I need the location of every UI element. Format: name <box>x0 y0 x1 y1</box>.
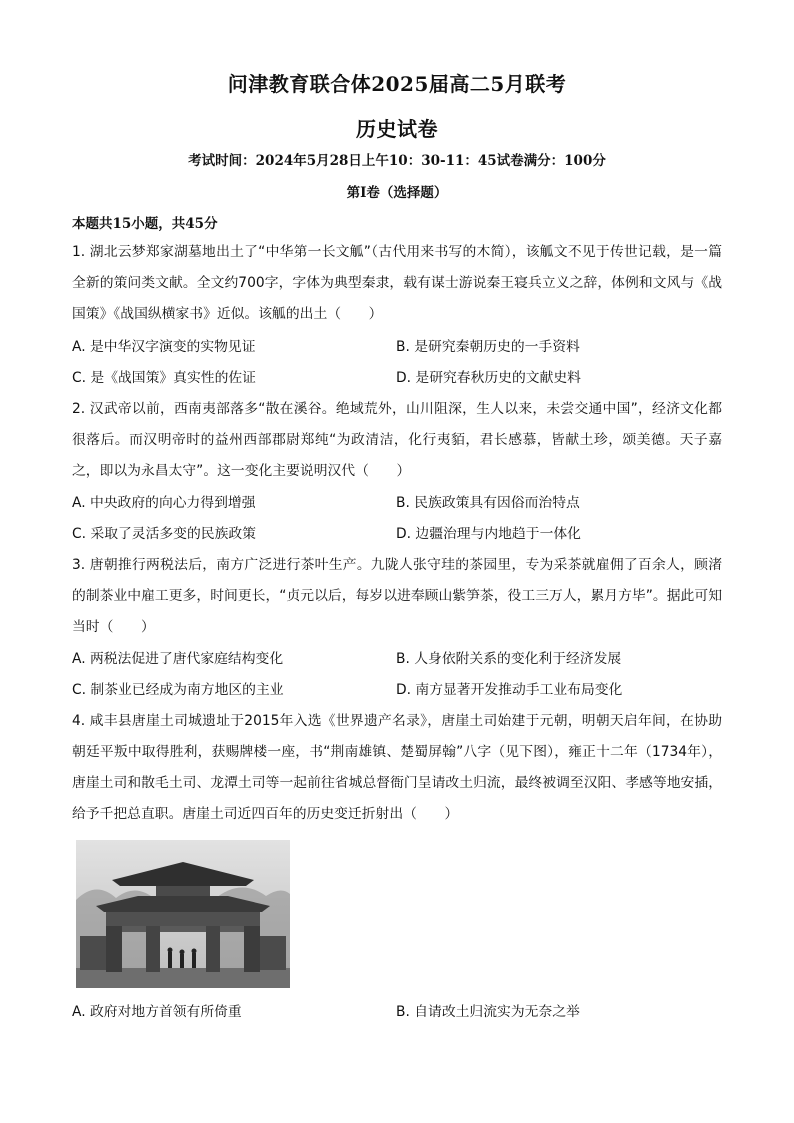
question-3-options-row-1 <box>72 644 722 675</box>
option-b: B. 是研究秦朝历史的一手资料 <box>396 339 580 355</box>
question-4-options-row-1 <box>72 997 722 1028</box>
exam-title: 问津教育联合体2025届高二5月联考 <box>227 72 567 96</box>
option-c: C. 制茶业已经成为南方地区的主业 <box>72 682 284 698</box>
option-a: A. 两税法促进了唐代家庭结构变化 <box>72 651 284 667</box>
question-1-options-row-1 <box>72 332 722 363</box>
section-note: 本题共15小题，共45分 <box>72 216 218 232</box>
option-a: A. 是中华汉字演变的实物见证 <box>72 339 256 355</box>
question-2-options-row-1 <box>72 488 722 519</box>
option-b: B. 自请改土归流实为无奈之举 <box>396 1004 580 1020</box>
option-d: D. 是研究春秋历史的文献史料 <box>396 370 581 386</box>
part-heading: 第Ⅰ卷（选择题） <box>346 185 448 201</box>
question-3-options-row-2 <box>72 675 722 706</box>
question-1-stem: 1. 湖北云梦郑家湖墓地出土了“中华第一长文觚”（古代用来书写的木简），该觚文不见于传世记载，是一篇全新的策问类文献。全文约700字，字体为典型秦隶，载有谋士游说秦王寝兵立义之辞，体例和文风与《战国策》《战国纵横家书》近似。该觚的出土（ ） <box>72 244 722 322</box>
question-1-options-row-2 <box>72 363 722 394</box>
option-c: C. 是《战国策》真实性的佐证 <box>72 370 256 386</box>
question-4-stem: 4. 咸丰县唐崖土司城遗址于2015年入选《世界遗产名录》，唐崖土司始建于元朝，明朝天启年间，在协助朝廷平叛中取得胜利，获赐牌楼一座，书“荆南雄镇、楚蜀屏翰”八字（见下图），雍正十二年（1734年），唐崖土司和散毛土司、龙潭土司等一起前往省城总督衙门呈请改土归流，最终被调至汉阳、孝感等地安插，给予千把总直职。唐崖土司近四百年的历史变迁折射出（ ） <box>72 713 722 822</box>
option-c: C. 采取了灵活多变的民族政策 <box>72 526 256 542</box>
archway-photo <box>76 840 290 988</box>
option-d: D. 边疆治理与内地趋于一体化 <box>396 526 581 542</box>
question-2-stem: 2. 汉武帝以前，西南夷部落多“散在溪谷。绝域荒外，山川阻深，生人以来，未尝交通中国”，经济文化都很落后。而汉明帝时的益州西部郡尉郑纯“为政清洁，化行夷貊，君长感慕，皆献土珍，颂美德。天子嘉之，即以为永昌太守”。这一变化主要说明汉代（ ） <box>72 401 722 479</box>
option-a: A. 中央政府的向心力得到增强 <box>72 495 256 511</box>
option-b: B. 民族政策具有因俗而治特点 <box>396 495 580 511</box>
question-3-stem: 3. 唐朝推行两税法后，南方广泛进行茶叶生产。九陇人张守珪的茶园里，专为采茶就雇佣了百余人，顾渚的制茶业中雇工更多，时间更长，“贞元以后，每岁以进奉顾山紫笋茶，役工三万人，累月方毕”。据此可知当时（ ） <box>72 557 722 635</box>
subject-title: 历史试卷 <box>356 117 438 141</box>
option-b: B. 人身依附关系的变化利于经济发展 <box>396 651 622 667</box>
exam-info: 考试时间：2024年5月28日上午10：30-11：45试卷满分：100分 <box>188 153 606 169</box>
option-d: D. 南方显著开发推动手工业布局变化 <box>396 682 623 698</box>
archway-photo-image <box>76 840 290 988</box>
option-a: A. 政府对地方首领有所倚重 <box>72 1004 242 1020</box>
question-2-options-row-2 <box>72 519 722 550</box>
